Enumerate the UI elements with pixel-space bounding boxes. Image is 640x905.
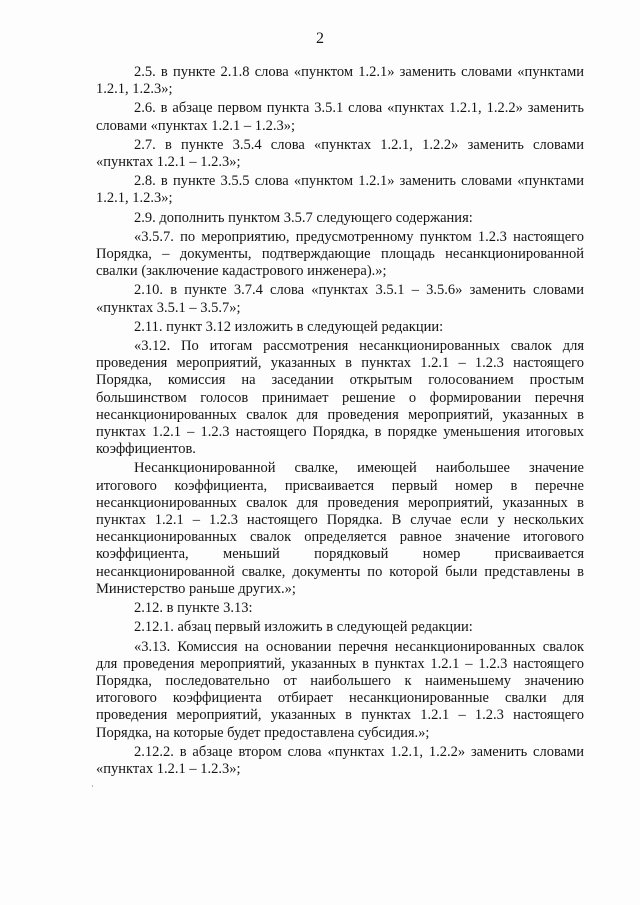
quote-3-12: «3.12. По итогам рассмотрения несанкционированных свалок для проведения мероприятий, указанных в пунктах 1.2.1 – 1.2.3 настоящего Порядка, комиссия на заседании открытым голосованием простым большинством голосов принимает решение о формировании перечня несанкционированных свалок для проведения мероприятий, указанных в пунктах 1.2.1 – 1.2.3 настоящего Порядка, в порядке уменьшения итоговых коэффициентов. <box>96 338 584 458</box>
quote-3-5-7: «3.5.7. по мероприятию, предусмотренному пунктом 1.2.3 настоящего Порядка, – документы, подтверждающие площадь несанкционированной свалки (заключение кадастрового инженера).»; <box>96 228 584 280</box>
paragraph-2-12: 2.12. в пункте 3.13: <box>134 600 253 617</box>
paragraph-2-6: 2.6. в абзаце первом пункта 3.5.1 слова «пунктах 1.2.1, 1.2.2» заменить словами «пунктах 1.2.1 – 1.2.3»; <box>96 100 584 134</box>
quote-3-13: «3.13. Комиссия на основании перечня несанкционированных свалок для проведения мероприятий, указанных в пунктах 1.2.1 – 1.2.3 настоящего Порядка, последовательно от наибольшего к наименьшему значению итогового коэффициента отбирает несанкционированные свалки для проведения мероприятий, указанных в пунктах 1.2.1 – 1.2.3 настоящего Порядка, на которые будет предоставлена субсидия.»; <box>96 638 584 741</box>
page-number: 2 <box>316 30 324 47</box>
scan-artifact-mark: ʿ <box>91 784 94 794</box>
paragraph-2-11: 2.11. пункт 3.12 изложить в следующей редакции: <box>134 318 444 335</box>
quote-3-12-continued: Несанкционированной свалке, имеющей наибольшее значение итогового коэффициента, присваивается первый номер в перечне несанкционированных свалок для проведения мероприятий, указанных в пунктах 1.2.1 – 1.2.3 настоящего Порядка. В случае если у нескольких несанкционированных свалок определяется равное значение итогового коэффициента, меньший порядковый номер присваивается несанкционированной свалке, документы по которой были представлены в Министерство раньше других.»; <box>96 460 584 597</box>
document-body <box>96 64 584 780</box>
paragraph-2-12-1: 2.12.1. абзац первый изложить в следующей редакции: <box>134 619 473 636</box>
paragraph-2-7: 2.7. в пункте 3.5.4 слова «пунктах 1.2.1, 1.2.2» заменить словами «пунктах 1.2.1 – 1.2.3»; <box>96 136 584 171</box>
paragraph-2-9: 2.9. дополнить пунктом 3.5.7 следующего содержания: <box>134 209 473 226</box>
paragraph-2-8: 2.8. в пункте 3.5.5 слова «пунктом 1.2.1» заменить словами «пунктами 1.2.1, 1.2.3»; <box>96 173 584 207</box>
paragraph-2-10: 2.10. в пункте 3.7.4 слова «пунктах 3.5.1 – 3.5.6» заменить словами «пунктах 3.5.1 – 3.5.7»; <box>96 282 584 316</box>
paragraph-2-12-2: 2.12.2. в абзаце втором слова «пунктах 1.2.1, 1.2.2» заменить словами «пунктах 1.2.1 – 1.2.3»; <box>96 743 584 777</box>
paragraph-2-5: 2.5. в пункте 2.1.8 слова «пунктом 1.2.1» заменить словами «пунктами 1.2.1, 1.2.3»; <box>96 64 584 98</box>
